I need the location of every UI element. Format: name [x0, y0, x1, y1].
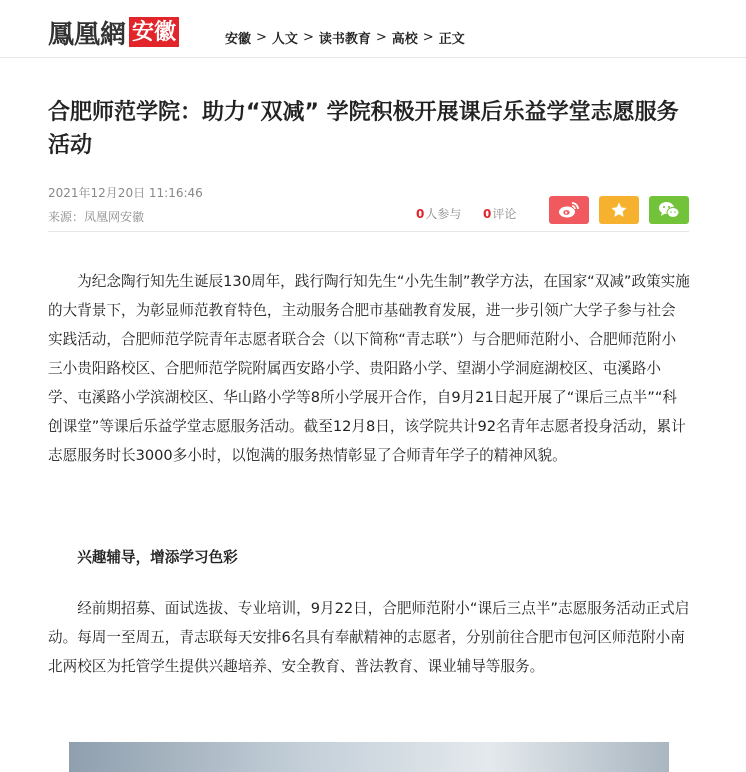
comments-label: 评论 — [492, 207, 517, 221]
meta-divider — [48, 231, 689, 232]
participants-label: 人参与 — [425, 207, 462, 221]
breadcrumb-item-university[interactable]: 高校 — [391, 32, 418, 47]
breadcrumb-item-anhui[interactable]: 安徽 — [225, 32, 252, 47]
site-logo[interactable] — [48, 15, 179, 49]
breadcrumb — [225, 28, 465, 47]
article-source: 来源：凤凰网安徽 — [48, 210, 145, 224]
article-title: 合肥师范学院：助力“双减” 学院积极开展课后乐益学堂志愿服务活动 — [48, 100, 679, 158]
share-weibo-button[interactable] — [549, 196, 589, 224]
article-paragraph: 经前期招募、面试选拔、专业培训，9月22日，合肥师范附小“课后三点半”志愿服务活动正式启动。每周一至周五，青志联每天安排6名具有奉献精神的志愿者，分别前往合肥市包河区师范附小南北两校区为托管学生提供兴趣培养、安全教育、普法教育、课业辅导等服务。 — [48, 600, 690, 675]
weibo-icon — [558, 201, 580, 219]
breadcrumb-separator: > — [375, 30, 387, 45]
breadcrumb-item-current: 正文 — [438, 32, 465, 47]
breadcrumb-item-education[interactable]: 读书教育 — [318, 32, 371, 47]
breadcrumb-item-renwen[interactable]: 人文 — [271, 32, 298, 47]
article-paragraph: 为纪念陶行知先生诞辰130周年，践行陶行知先生“小先生制”教学方法，在国家“双减”政策实施的大背景下，为彰显师范教育特色，主动服务合肥市基础教育发展，进一步引领广大学子参与社会实践活动，合肥师范学院青年志愿者联合会（以下简称“青志联”）与合肥师范附小、合肥师范附小三小贵阳路校区、合肥师范学院附属西安路小学、贵阳路小学、望湖小学洞庭湖校区、屯溪路小学、屯溪路小学滨湖校区、华山路小学等8所小学展开合作，自9月21日起开展了“课后三点半”“科创课堂”等课后乐益学堂志愿服务活动。截至12月8日，该学院共计92名青年志愿者投身活动，累计志愿服务时长3000多小时，以饱满的服务热情彰显了合师青年学子的精神风貌。 — [48, 273, 690, 464]
article-date: 2021年12月20日 11:16:46 — [48, 186, 203, 200]
article-subheading: 兴趣辅导，增添学习色彩 — [77, 549, 238, 566]
comments-number: 0 — [483, 206, 492, 221]
breadcrumb-separator: > — [422, 30, 434, 45]
participants-number: 0 — [416, 206, 425, 221]
logo-text: 鳳凰網 — [48, 19, 127, 50]
logo-region-badge: 安徽 — [129, 17, 179, 47]
participants-count[interactable] — [416, 205, 461, 222]
article-photo — [69, 742, 669, 772]
wechat-icon — [658, 201, 680, 219]
breadcrumb-separator: > — [256, 30, 267, 45]
site-header — [0, 0, 746, 58]
favorite-button[interactable] — [599, 196, 639, 224]
share-wechat-button[interactable] — [649, 196, 689, 224]
star-icon — [610, 201, 628, 219]
comments-count[interactable] — [483, 205, 516, 222]
breadcrumb-separator: > — [302, 30, 314, 45]
